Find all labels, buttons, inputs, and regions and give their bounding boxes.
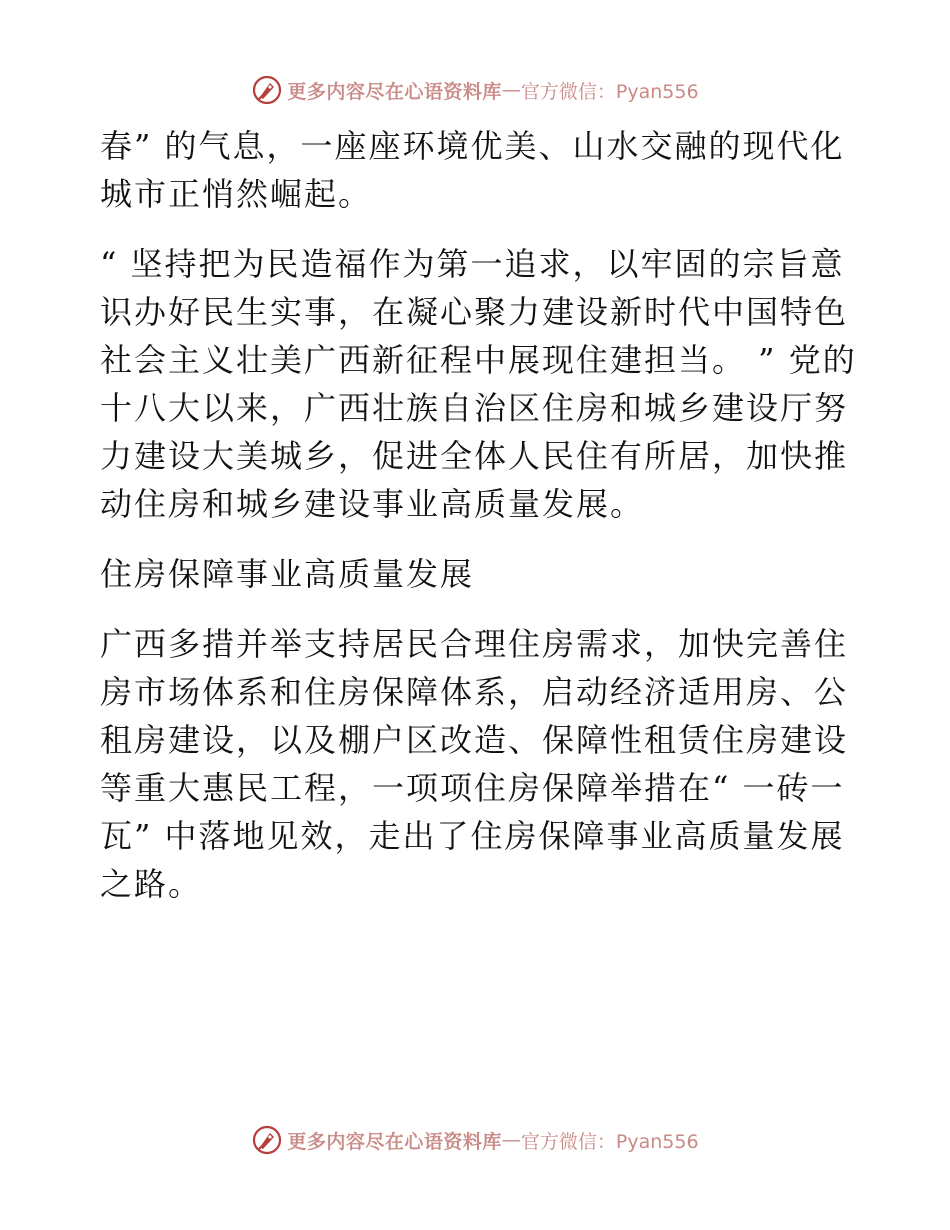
watermark-dash: — — [501, 79, 521, 101]
footer-watermark — [0, 1120, 950, 1160]
watermark-dash: — — [501, 1129, 521, 1151]
pen-nib-logo-icon — [251, 74, 283, 106]
watermark-text: 更多内容尽在心语资料库 — [287, 80, 502, 103]
header-watermark — [0, 70, 950, 110]
watermark-wechat: 官方微信：Pyan556 — [520, 1130, 699, 1153]
document-body — [100, 122, 860, 908]
watermark-text: 更多内容尽在心语资料库 — [287, 1130, 502, 1153]
paragraph-2: “ 坚持把为民造福作为第一追求，以牢固的宗旨意识办好民生实事，在凝心聚力建设新时代中国特色社会主义壮美广西新征程中展现住建担当。 ” 党的十八大以来，广西壮族自治区住房和城乡建设厅努力建设大美城乡，促进全体人民住有所居，加快推动住房和城乡建设事业高质量发展。 — [100, 245, 857, 523]
paragraph-3: 广西多措并举支持居民合理住房需求，加快完善住房市场体系和住房保障体系，启动经济适用房、公租房建设，以及棚户区改造、保障性租赁住房建设等重大惠民工程，一项项住房保障举措在“ 一砖一瓦” 中落地见效，走出了住房保障事业高质量发展之路。 — [100, 625, 849, 903]
pen-nib-logo-icon — [251, 1124, 283, 1156]
section-heading: 住房保障事业高质量发展 — [100, 555, 475, 593]
paragraph-1: 春” 的气息，一座座环境优美、山水交融的现代化城市正悄然崛起。 — [100, 127, 845, 213]
watermark-wechat: 官方微信：Pyan556 — [520, 80, 699, 103]
